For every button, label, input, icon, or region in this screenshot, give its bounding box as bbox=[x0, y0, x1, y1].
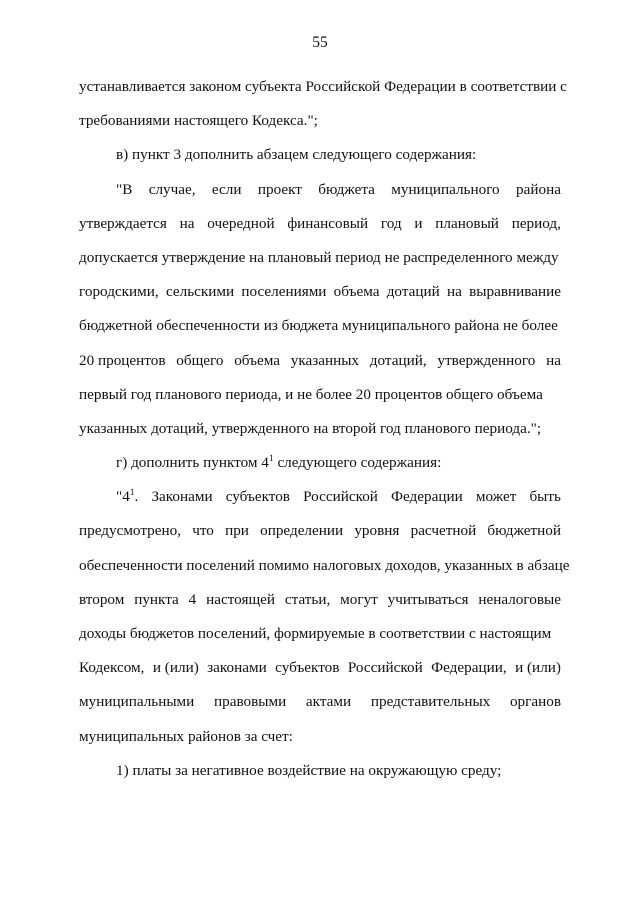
text-line: первый год планового периода, и не более 20 процентов общего объема bbox=[79, 385, 543, 403]
superscript: 1 bbox=[268, 454, 274, 464]
word: учитываться bbox=[387, 590, 469, 608]
word: статьи, bbox=[284, 590, 331, 608]
subparagraph-v: в) пункт 3 дополнить абзацем следующего содержания: bbox=[116, 146, 477, 164]
word: настоящей bbox=[206, 590, 276, 608]
text-line: муниципальных районов за счет: bbox=[79, 727, 293, 745]
word: общего bbox=[176, 351, 224, 369]
word: дотаций, bbox=[369, 351, 427, 369]
word: случае, bbox=[148, 180, 196, 198]
word: выравнивание bbox=[469, 283, 561, 301]
text-line: обеспеченности поселений помимо налоговых доходов, указанных в абзаце bbox=[79, 556, 570, 574]
word: Российской bbox=[303, 488, 378, 506]
word: субъектов bbox=[225, 488, 290, 506]
word: неналоговые bbox=[478, 590, 561, 608]
word: может bbox=[475, 488, 517, 506]
word: если bbox=[211, 180, 242, 198]
text-line-justified bbox=[79, 207, 561, 241]
text-line-justified bbox=[79, 173, 561, 207]
word: утверждается bbox=[79, 214, 167, 232]
subparagraph-g bbox=[79, 446, 561, 480]
word: Кодексом, bbox=[79, 659, 145, 677]
word: при bbox=[225, 522, 249, 540]
word: субъектов bbox=[275, 659, 340, 677]
word: муниципальными bbox=[79, 693, 195, 711]
word: 20 процентов bbox=[79, 351, 166, 369]
word: городскими, bbox=[79, 283, 159, 301]
text-line-justified bbox=[79, 275, 561, 309]
word: бюджета bbox=[318, 180, 375, 198]
text-line-justified bbox=[79, 685, 561, 719]
word: Федерации, bbox=[431, 659, 507, 677]
word: "В bbox=[116, 180, 133, 198]
word: уровня bbox=[354, 522, 400, 540]
word: плановый bbox=[435, 214, 499, 232]
word: и (или) bbox=[152, 659, 199, 677]
text-line-justified bbox=[79, 480, 561, 514]
word: Законами bbox=[151, 488, 213, 506]
text-fragment: следующего содержания: bbox=[273, 454, 442, 472]
superscript: 1 bbox=[129, 488, 135, 499]
word: органов bbox=[509, 693, 561, 711]
word: "$4^1$. bbox=[116, 488, 139, 506]
word: и bbox=[414, 214, 423, 232]
text-line-justified bbox=[79, 344, 561, 378]
word: проект bbox=[257, 180, 302, 198]
word: правовыми bbox=[213, 693, 287, 711]
word: объема bbox=[234, 351, 280, 369]
word: год bbox=[380, 214, 402, 232]
word: на bbox=[447, 283, 462, 301]
word: поселениями bbox=[241, 283, 327, 301]
word: актами bbox=[305, 693, 352, 711]
word: на bbox=[546, 351, 561, 369]
text-line: доходы бюджетов поселений, формируемые в соответствии с настоящим bbox=[79, 625, 552, 642]
word: период, bbox=[511, 214, 561, 232]
word: 4 bbox=[188, 590, 197, 608]
word: могут bbox=[340, 590, 378, 608]
word: сельскими bbox=[165, 283, 235, 301]
word: что bbox=[192, 522, 214, 540]
word: пункта bbox=[134, 590, 179, 608]
word: Федерации bbox=[391, 488, 463, 506]
word: и (или) bbox=[515, 659, 561, 677]
text-line-justified bbox=[79, 514, 561, 548]
text-fragment: г) дополнить пунктом 4 bbox=[116, 454, 269, 472]
word: втором bbox=[79, 590, 125, 608]
text-line-justified bbox=[79, 583, 561, 617]
word: финансовый bbox=[287, 214, 369, 232]
page-number: 55 bbox=[312, 34, 328, 51]
word: на bbox=[179, 214, 195, 232]
word: быть bbox=[529, 488, 561, 506]
text-line: указанных дотаций, утвержденного на второй год планового периода."; bbox=[79, 419, 542, 437]
word: предусмотрено, bbox=[79, 522, 182, 540]
text-line: требованиями настоящего Кодекса."; bbox=[79, 112, 318, 130]
text-line: устанавливается законом субъекта Российской Федерации в соответствии с bbox=[79, 78, 567, 95]
word: расчетной bbox=[410, 522, 477, 540]
word: указанных bbox=[290, 351, 360, 369]
word: муниципального bbox=[391, 180, 500, 198]
text-line: бюджетной обеспеченности из бюджета муниципального района не более bbox=[79, 317, 558, 335]
word: определении bbox=[260, 522, 344, 540]
list-item: 1) платы за негативное воздействие на окружающую среду; bbox=[116, 761, 502, 779]
word: бюджетной bbox=[487, 522, 561, 540]
word: дотаций bbox=[386, 283, 440, 301]
word: Российской bbox=[347, 659, 423, 677]
word: законами bbox=[207, 659, 267, 677]
text-line-justified bbox=[79, 651, 561, 685]
word: утвержденного bbox=[437, 351, 536, 369]
word: района bbox=[516, 180, 561, 198]
word: очередной bbox=[207, 214, 275, 232]
text-line: допускается утверждение на плановый период не распределенного между bbox=[79, 248, 559, 266]
word: объема bbox=[333, 283, 380, 301]
document-body bbox=[79, 70, 570, 788]
word: представительных bbox=[370, 693, 491, 711]
